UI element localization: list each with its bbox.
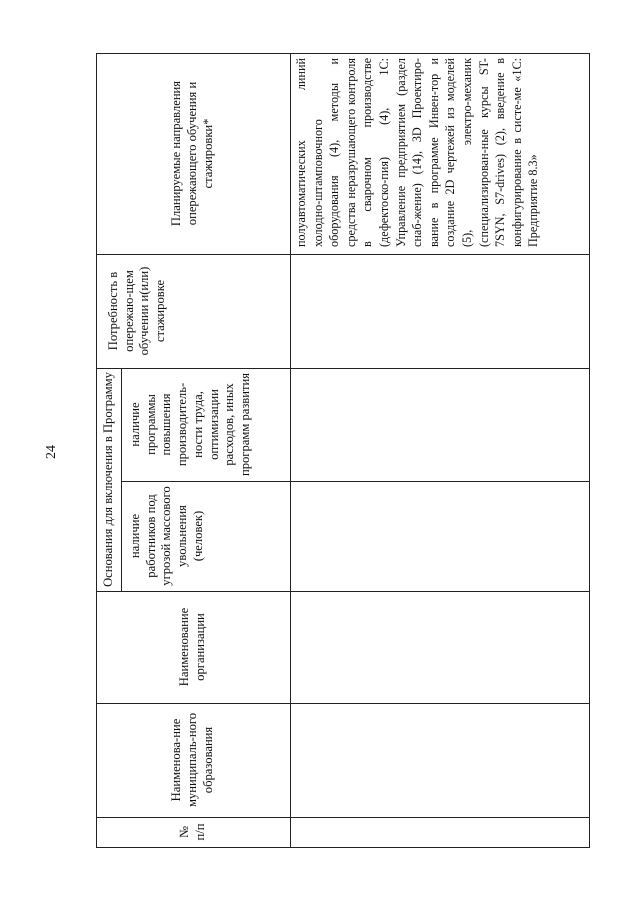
- page-number: 24: [44, 445, 59, 459]
- cell-num: [291, 818, 589, 846]
- header-grounds-dismissal: наличие работников под угрозой массового увольнения (человек): [128, 486, 205, 586]
- cell-program: [291, 369, 589, 480]
- cell-need: [291, 255, 589, 367]
- cell-dismissal: [291, 482, 589, 590]
- header-need: Потребность в опережаю-щем обучении и(или) стажировке: [106, 266, 168, 356]
- header-num: № п/п: [177, 823, 207, 841]
- header-grounds-program: наличие программы повышения производитель-ности труда, оптимизации расходов, иных программ развития: [128, 372, 253, 477]
- grounds-group-divider: [121, 369, 122, 592]
- table-row: [291, 53, 589, 848]
- header-municipality: Наименова-ние муниципаль-ного образования: [169, 712, 215, 808]
- header-directions: Планируемые направления опережающего обучения и стажировки*: [169, 80, 215, 227]
- header-organization: Наименование организации: [177, 607, 207, 687]
- cell-municipality: [291, 704, 589, 816]
- cell-organization: [291, 592, 589, 702]
- table-border-bottom: [589, 53, 590, 848]
- data-table: [96, 53, 590, 848]
- cell-directions: полуавтоматических линий холодно-штамповочного оборудования (4), методы и средства неразрушающего контроля в сварочном производстве (дефектоско-пия) (4), 1С: Управление предприятием (раздел снаб-жение) (14), 3D Проектиро-вание в программе Инвен-тор и создание 2D чертежей из моделей (5), электро-механик (специализирован-ные курсы ST-7SYN, S7-drives) (2), введение в конфигурирование в систе-ме «1С: Предприятие 8.3»: [294, 58, 541, 247]
- header-grounds-group: Основания для включения в Программу: [100, 372, 115, 587]
